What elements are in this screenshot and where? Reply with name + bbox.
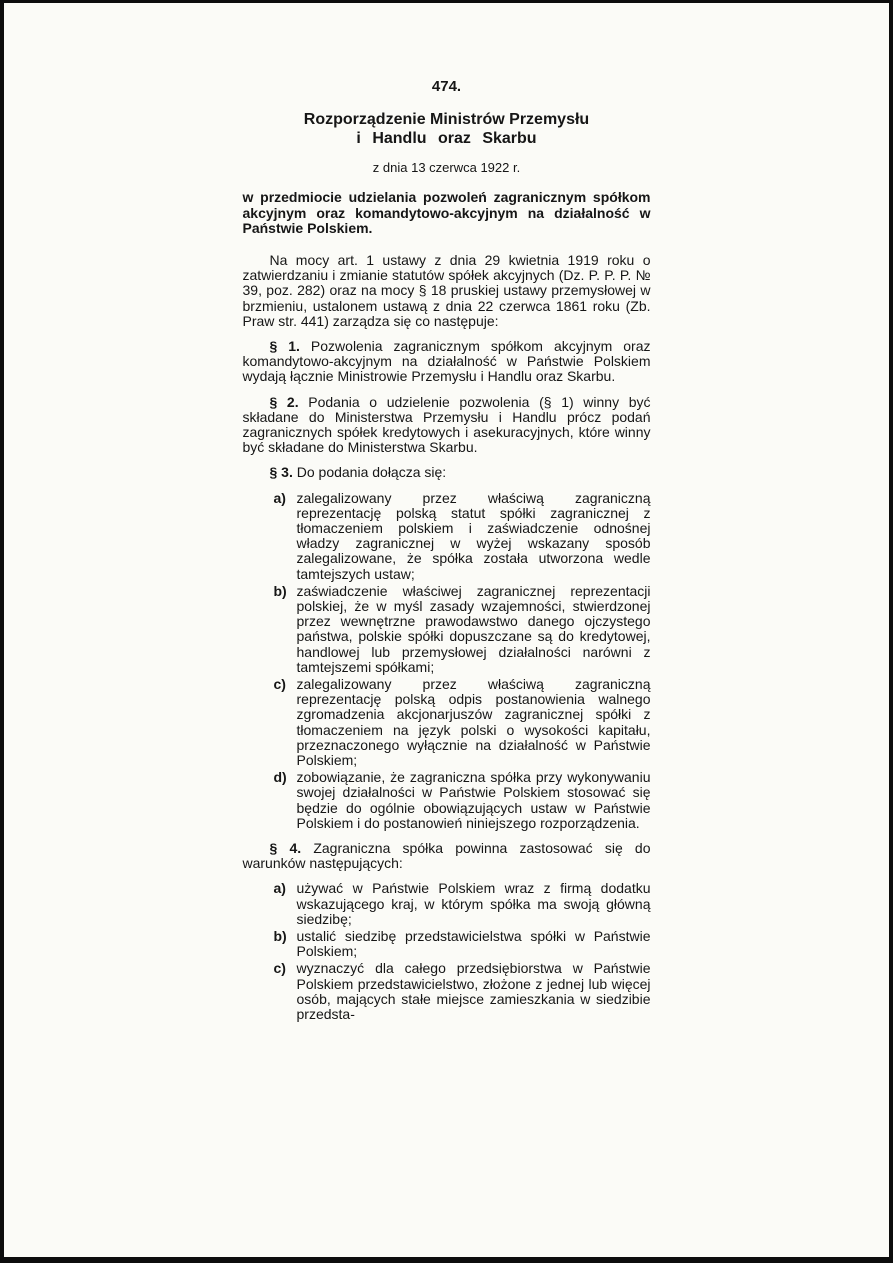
article-number: 474. xyxy=(431,78,462,95)
list-item-3b-text: zaświadczenie właściwej zagranicznej reprezentacji polskiej, że w myśl zasady wzajemności, stwierdzonej przez wewnętrzne prawodawstwo danego ojczystego państwa, polskie spółki dopuszczane są do kredytowej, handlowej lub przemysłowej działalności narówni z tamtejszemi spółkami; xyxy=(296,582,651,675)
list-item-3a-text: zalegalizowany przez właściwą zagraniczną reprezentację polską statut spółki zagranicznej z tłomaczeniem polskiem i zaświadczenie odnośnej władzy zagranicznej w wyżej wskazany sposób zalegalizowane, że spółka została utworzona wedle tamtejszych ustaw; xyxy=(296,489,651,582)
title-line-1: Rozporządzenie Ministrów Przemysłu xyxy=(303,111,590,129)
document-content xyxy=(243,3,651,1022)
title-line-2: i Handlu oraz Skarbu xyxy=(356,130,537,148)
document-date: z dnia 13 czerwca 1922 r. xyxy=(372,160,521,176)
section-1-text: Pozwolenia zagranicznym spółkom akcyjnym oraz komandytowo-akcyjnym na działalność w Państwie Polskiem wydają łącznie Ministrowie Przemysłu i Handlu oraz Skarbu. xyxy=(242,337,651,385)
section-3-items xyxy=(243,491,651,831)
section-1-label: § 1. xyxy=(269,337,300,354)
list-item-4b xyxy=(243,929,651,959)
list-item-3b-marker: b) xyxy=(273,582,287,599)
section-3-text: Do podania dołącza się: xyxy=(296,464,447,481)
list-item-3a-marker: a) xyxy=(273,489,286,506)
list-item-3a xyxy=(243,491,651,582)
list-item-4c-text: wyznaczyć dla całego przedsiębiorstwa w Państwie Polskiem przedstawicielstwo, złożone z jednej lub więcej osób, mających stałe miejsce zamieszkania w siedzibie przedsta- xyxy=(296,960,651,1023)
list-item-4c xyxy=(243,961,651,1022)
list-item-3b xyxy=(243,584,651,675)
section-4-items xyxy=(243,881,651,1022)
document-subject: w przedmiocie udzielania pozwoleń zagranicznym spółkom akcyjnym oraz komandytowo-akcyjnym na działalność w Państwie Polskiem. xyxy=(242,189,651,237)
list-item-3c xyxy=(243,677,651,768)
list-item-4c-marker: c) xyxy=(273,960,286,977)
section-4-label: § 4. xyxy=(269,840,302,857)
list-item-4a-marker: a) xyxy=(273,880,286,897)
section-4-heading xyxy=(243,841,651,871)
list-item-4b-marker: b) xyxy=(273,928,287,945)
intro-paragraph: Na mocy art. 1 ustawy z dnia 29 kwietnia 1919 roku o zatwierdzaniu i zmianie statutów spółek akcyjnych (Dz. P. P. P. № 39, poz. 282) oraz na mocy § 18 pruskiej ustawy przemysłowej w brzmieniu, ustalonem ustawą z dnia 22 czerwca 1861 roku (Zb. Praw str. 441) zarządza się co następuje: xyxy=(242,251,651,329)
document-title xyxy=(243,110,651,148)
list-item-4a xyxy=(243,881,651,927)
section-3-heading xyxy=(243,465,651,480)
section-3-label: § 3. xyxy=(269,464,293,481)
section-1-paragraph xyxy=(243,339,651,385)
list-item-3c-marker: c) xyxy=(273,675,286,692)
section-2-label: § 2. xyxy=(269,393,299,410)
list-item-4a-text: używać w Państwie Polskiem wraz z firmą dodatku wskazującego kraj, w którym spółka ma swoją główną siedzibę; xyxy=(296,880,651,927)
section-2-text: Podania o udzielenie pozwolenia (§ 1) winny być składane do Ministerstwa Przemysłu i Handlu prócz podań zagranicznych spółek kredytowych i asekuracyjnych, które winny być składane do Ministerstwa Skarbu. xyxy=(242,393,651,456)
list-item-4b-text: ustalić siedzibę przedstawicielstwa spółki w Państwie Polskiem; xyxy=(296,928,651,960)
section-4-text: Zagraniczna spółka powinna zastosować się do warunków następujących: xyxy=(242,840,651,872)
list-item-3d-marker: d) xyxy=(273,769,287,786)
list-item-3c-text: zalegalizowany przez właściwą zagraniczną reprezentację polską odpis postanowienia walnego zgromadzenia akcjonarjuszów zagranicznej spółki z tłomaczeniem na język polski o wysokości kapitału, przeznaczonego wyłącznie na działalność w Państwie Polskiem; xyxy=(296,675,651,768)
list-item-3d-text: zobowiązanie, że zagraniczna spółka przy wykonywaniu swojej działalności w Państwie Polskiem stosować się będzie do ogólnie obowiązujących ustaw w Państwie Polskiem i do postanowień niniejszego rozporządzenia. xyxy=(296,769,651,831)
section-2-paragraph xyxy=(243,395,651,456)
list-item-3d xyxy=(243,770,651,831)
